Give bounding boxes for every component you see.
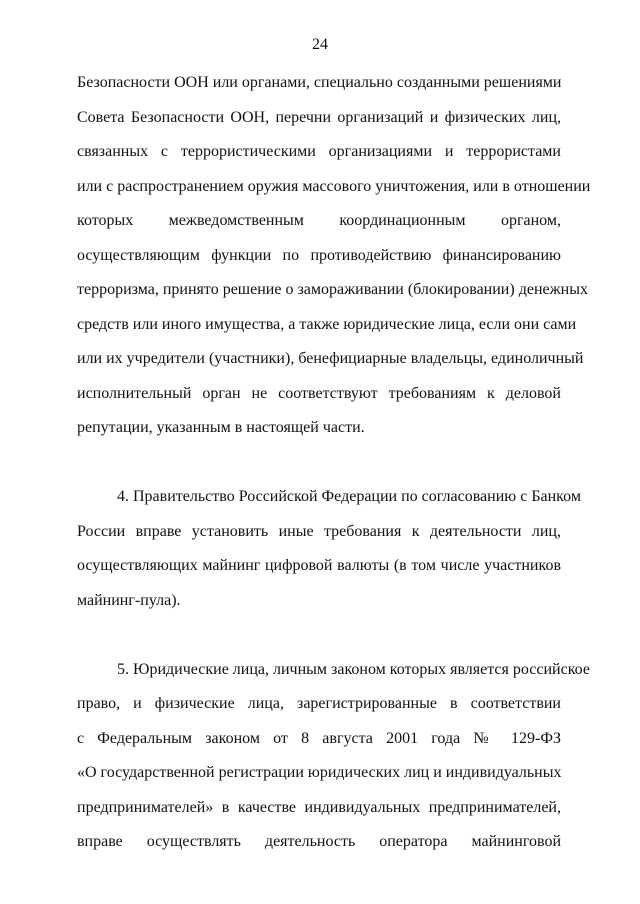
text-line: которых межведомственным координационным органом, (77, 212, 561, 229)
paragraph-continuation (77, 66, 591, 446)
text-line: репутации, указанным в настоящей части. (77, 419, 365, 436)
text-line: «О государственной регистрации юридических лиц и индивидуальных (77, 764, 562, 781)
paragraph-item-4 (77, 480, 581, 618)
paragraph-gap (77, 446, 561, 481)
text-line: осуществляющих майнинг цифровой валюты (в том числе участников (77, 557, 561, 574)
text-line: с Федеральным законом от 8 августа 2001 года № 129-ФЗ (77, 729, 561, 747)
paragraph-item-5 (77, 653, 590, 860)
text-line: или их учредители (участники), бенефициарные владельцы, единоличный (77, 350, 584, 367)
text-line: Безопасности ООН или органами, специально созданными решениями (77, 74, 562, 91)
text-line: России вправе установить иные требования к деятельности лиц, (77, 522, 561, 540)
text-line: предпринимателей» в качестве индивидуальных предпринимателей, (77, 798, 561, 816)
text-line: 4. Правительство Российской Федерации по согласованию с Банком (117, 488, 581, 505)
text-line: терроризма, принято решение о замораживании (блокировании) денежных (77, 281, 588, 298)
text-line: Совета Безопасности ООН, перечни организаций и физических лиц, (77, 108, 561, 126)
text-line: или с распространением оружия массового уничтожения, или в отношении (77, 177, 591, 195)
text-line: осуществляющим функции по противодействию финансированию (77, 246, 561, 264)
paragraph-gap (77, 618, 561, 653)
document-body (77, 66, 591, 860)
text-line: вправе осуществлять деятельность оператора майнинговой (77, 833, 561, 850)
text-line: исполнительный орган не соответствуют требованиям к деловой (77, 384, 561, 402)
text-line: 5. Юридические лица, личным законом которых является российское (117, 660, 590, 678)
text-line: право, и физические лица, зарегистрированные в соответствии (77, 695, 561, 712)
text-line: связанных с террористическими организациями и террористами (77, 143, 561, 160)
text-line: майнинг-пула). (77, 591, 181, 609)
text-line: средств или иного имущества, а также юридические лица, если они сами (77, 315, 577, 333)
page-number: 24 (312, 36, 328, 53)
